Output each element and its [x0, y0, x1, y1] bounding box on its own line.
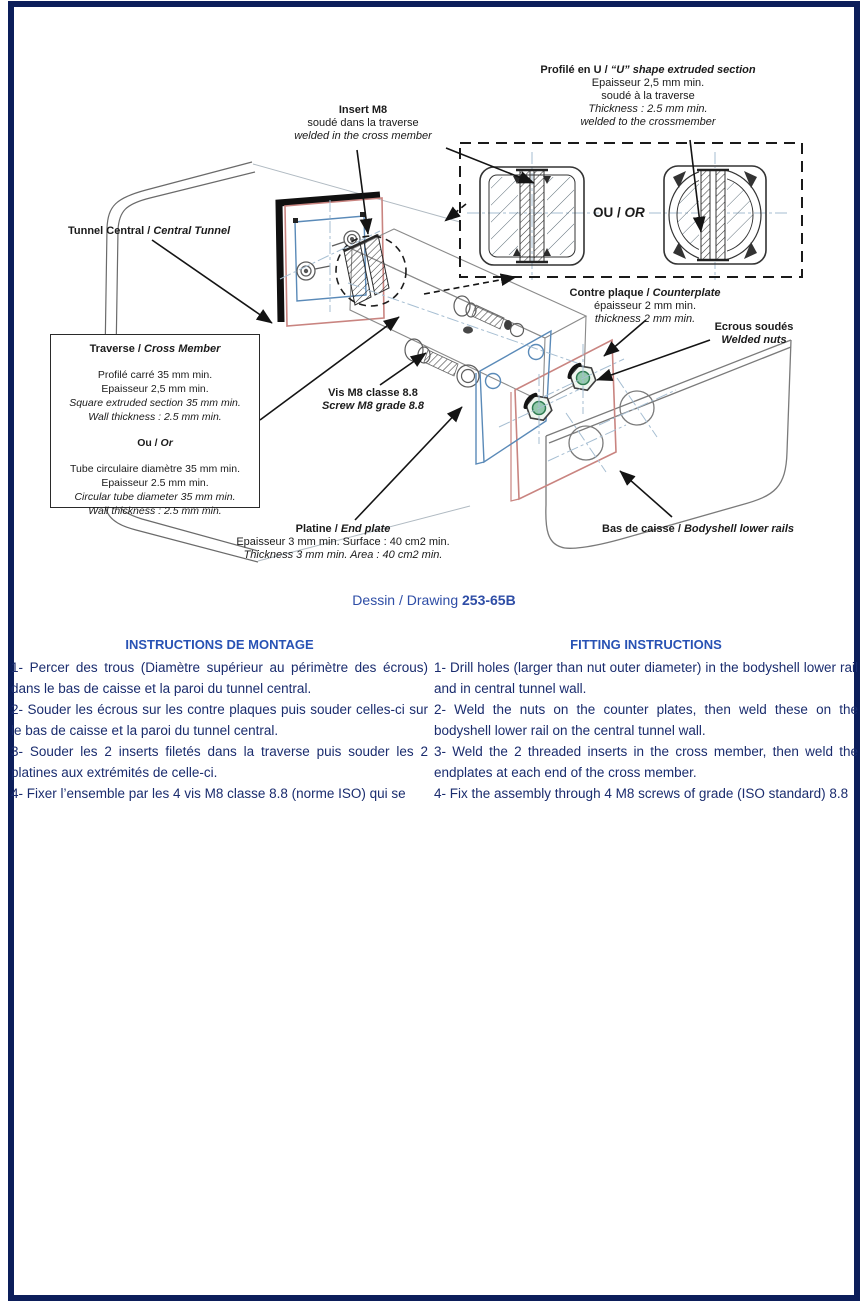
spec-line: Square extruded section 35 mm min.: [69, 397, 241, 409]
spec-line: Epaisseur 2.5 mm min.: [101, 477, 209, 489]
instructions-english: [434, 634, 858, 804]
label-fr: Tunnel Central /: [68, 225, 154, 237]
instructions-fr-title: INSTRUCTIONS DE MONTAGE: [125, 637, 314, 652]
spacer: [51, 450, 259, 462]
label-fr: Vis M8 classe 8.8: [328, 387, 418, 399]
label-u-profile: [448, 64, 848, 129]
spacer: [51, 424, 259, 436]
label-lower-rails: [602, 523, 794, 536]
label-en: End plate: [340, 523, 391, 535]
label-en: Or: [160, 437, 173, 449]
label-fr: Ou /: [137, 437, 161, 449]
label-end-plate: [228, 523, 458, 562]
label-ou-or: [593, 205, 645, 220]
label-line: [550, 287, 740, 300]
or-line: [51, 436, 259, 450]
label-insert-m8: [258, 104, 468, 143]
label-fr: Platine /: [295, 523, 341, 535]
label-line: soudé dans la traverse: [307, 117, 419, 129]
label-en: “U” shape extruded section: [610, 64, 756, 76]
spec-line: Wall thickness : 2.5 mm min.: [88, 505, 222, 517]
label-line: soudé à la traverse: [601, 90, 695, 102]
box-title: [51, 342, 259, 356]
label-fr: Ecrous soudés: [714, 321, 794, 333]
label-line: [228, 523, 458, 536]
label-line: Thickness : 2.5 mm min.: [588, 103, 708, 115]
label-line: [448, 64, 848, 77]
instructions-french: [11, 634, 428, 804]
spec-line: Wall thickness : 2.5 mm min.: [88, 411, 222, 423]
label-fr: Contre plaque /: [569, 287, 653, 299]
label-central-tunnel: [68, 225, 230, 238]
spec-line: Epaisseur 2,5 mm min.: [101, 383, 209, 395]
label-en: Cross Member: [144, 343, 221, 355]
drawing-number: 253-65B: [462, 592, 516, 608]
cross-member-spec-box: [50, 334, 260, 517]
section-round: [664, 166, 766, 264]
spec-line: Profilé carré 35 mm min.: [97, 369, 213, 381]
label-line: welded in the cross member: [294, 130, 432, 142]
label-line: Epaisseur 2,5 mm min.: [591, 77, 705, 89]
instruction-step: 2- Souder les écrous sur les contre plaques puis souder celles-ci sur le bas de caisse et la paroi du tunnel central.: [11, 702, 428, 738]
drawing-caption: [0, 592, 868, 608]
screw-assemblies: [405, 296, 524, 387]
instruction-step: 4- Fix the assembly through 4 M8 screws of grade (ISO standard) 8.8: [434, 786, 849, 801]
instructions-en-title: FITTING INSTRUCTIONS: [570, 637, 722, 652]
label-line: Epaisseur 3 mm min. Surface : 40 cm2 min.: [236, 536, 450, 548]
label-en: OR: [624, 205, 645, 220]
weld-dot: [293, 218, 298, 223]
instruction-step: 1- Percer des trous (Diamètre supérieur au périmètre des écrous) dans le bas de caisse et la paroi du tunnel central.: [11, 660, 428, 696]
label-line: Insert M8: [338, 104, 388, 116]
label-line: épaisseur 2 mm min.: [593, 300, 697, 312]
instruction-step: 3- Souder les 2 inserts filetés dans la traverse puis souder les 2 platines aux extrémités de celle-ci.: [11, 744, 428, 780]
label-fr: Profilé en U /: [540, 64, 611, 76]
spec-line: Tube circulaire diamètre 35 mm min.: [70, 463, 240, 475]
label-en: Central Tunnel: [153, 225, 231, 237]
instruction-step: 1- Drill holes (larger than nut outer diameter) in the bodyshell lower rail and in central tunnel wall.: [434, 660, 858, 696]
label-screw-m8: [313, 387, 433, 413]
label-en: Screw M8 grade 8.8: [321, 400, 425, 412]
label-fr: Bas de caisse /: [602, 523, 684, 535]
label-line: thickness 2 mm min.: [594, 313, 696, 325]
instruction-step: 4- Fixer l’ensemble par les 4 vis M8 classe 8.8 (norme ISO) qui se: [11, 786, 406, 801]
caption-text: Dessin / Drawing: [352, 592, 462, 608]
label-fr: Traverse /: [89, 343, 144, 355]
label-line: welded to the crossmember: [580, 116, 716, 128]
label-en: Bodyshell lower rails: [683, 523, 794, 535]
label-welded-nuts: [684, 321, 824, 347]
label-en: Counterplate: [652, 287, 721, 299]
label-en: Welded nuts: [721, 334, 787, 346]
rail-counterplate: [515, 340, 616, 499]
label-fr: OU /: [593, 205, 625, 220]
spec-line: Circular tube diameter 35 mm min.: [74, 491, 236, 503]
weld-dot: [360, 212, 365, 217]
instruction-step: 2- Weld the nuts on the counter plates, then weld these on the bodyshell lower rail on the central tunnel wall.: [434, 702, 858, 738]
instruction-step: 3- Weld the 2 threaded inserts in the cross member, then weld the endplates at each end of the cross member.: [434, 744, 858, 780]
label-line: Thickness 3 mm min. Area : 40 cm2 min.: [243, 549, 443, 561]
